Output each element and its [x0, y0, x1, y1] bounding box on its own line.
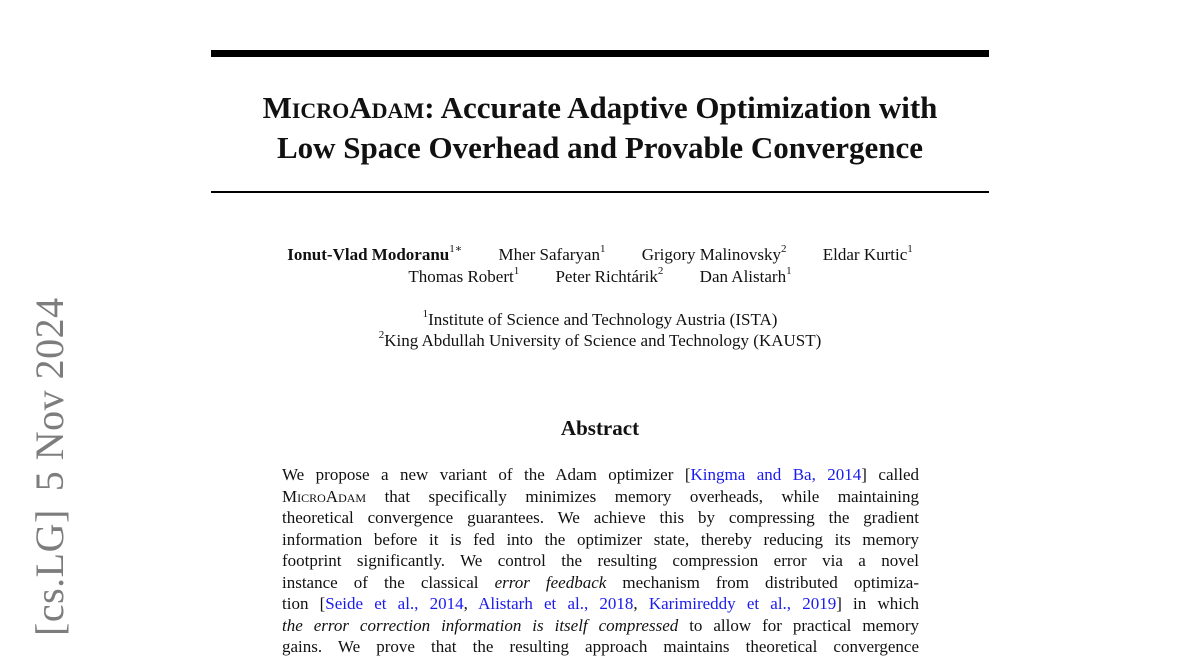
author-list — [200, 244, 1000, 288]
abstract-line: instance of the classical error feedback mechanism from distributed optimiza- — [282, 572, 920, 592]
author: Peter Richtárik$^2$ — [555, 265, 664, 286]
title-line-1-rest: : Accurate Adaptive Optimization with — [424, 90, 938, 125]
author: Grigory Malinovsky$^2$ — [641, 243, 787, 264]
author: Mher Safaryan$^1$ — [498, 243, 606, 264]
abstract-line: information before it is fed into the optimizer state, thereby reducing its memory — [282, 529, 919, 549]
author: Eldar Kurtic$^1$ — [822, 243, 913, 264]
author: Dan Alistarh$^1$ — [699, 265, 792, 286]
abstract-line: gains. We prove that the resulting approach maintains theoretical convergence — [282, 637, 919, 656]
paper-title — [211, 88, 989, 168]
author: Thomas Robert$^1$ — [408, 265, 520, 286]
abstract-line: MicroAdam that specifically minimizes memory overheads, while maintaining — [282, 486, 919, 506]
citation-link[interactable]: Kingma and Ba, 2014 — [690, 465, 862, 484]
abstract-heading: Abstract — [560, 416, 640, 440]
affiliation: $^2$King Abdullah University of Science and Technology (KAUST) — [378, 329, 822, 350]
citation-link[interactable]: Karimireddy et al., 2019 — [648, 594, 837, 613]
arxiv-date: 5 Nov 2024 — [27, 297, 72, 492]
title-method-name: MicroAdam — [262, 90, 425, 125]
citation-link[interactable]: Seide et al., 2014 — [325, 594, 464, 613]
abstract-line: the error correction information is itself compressed to allow for practical memory — [282, 615, 919, 635]
abstract-line: footprint significantly. We control the resulting compression error via a novel — [282, 551, 919, 570]
author-row-2 — [200, 266, 1000, 288]
top-rule — [211, 50, 989, 57]
author: Ionut-Vlad Modoranu$^{1∗}$ — [287, 243, 463, 264]
author-row-1 — [200, 244, 1000, 266]
abstract-line: tion [Seide et al., 2014, Alistarh et al., 2018, Karimireddy et al., 2019] in which — [282, 594, 919, 613]
abstract-body — [282, 464, 919, 658]
title-line-2: Low Space Overhead and Provable Convergence — [276, 130, 924, 165]
citation-link[interactable]: Alistarh et al., 2018 — [478, 594, 634, 613]
arxiv-stamp — [26, 279, 73, 636]
abstract-line: We propose a new variant of the Adam optimizer [Kingma and Ba, 2014] called — [282, 465, 919, 484]
affiliations — [200, 309, 1000, 351]
title-bottom-rule — [211, 191, 989, 193]
arxiv-category: [cs.LG] — [27, 509, 72, 636]
affiliation: $^1$Institute of Science and Technology Austria (ISTA) — [422, 308, 778, 329]
abstract-line: theoretical convergence guarantees. We achieve this by compressing the gradient — [282, 508, 919, 527]
title-line-1 — [211, 88, 989, 128]
